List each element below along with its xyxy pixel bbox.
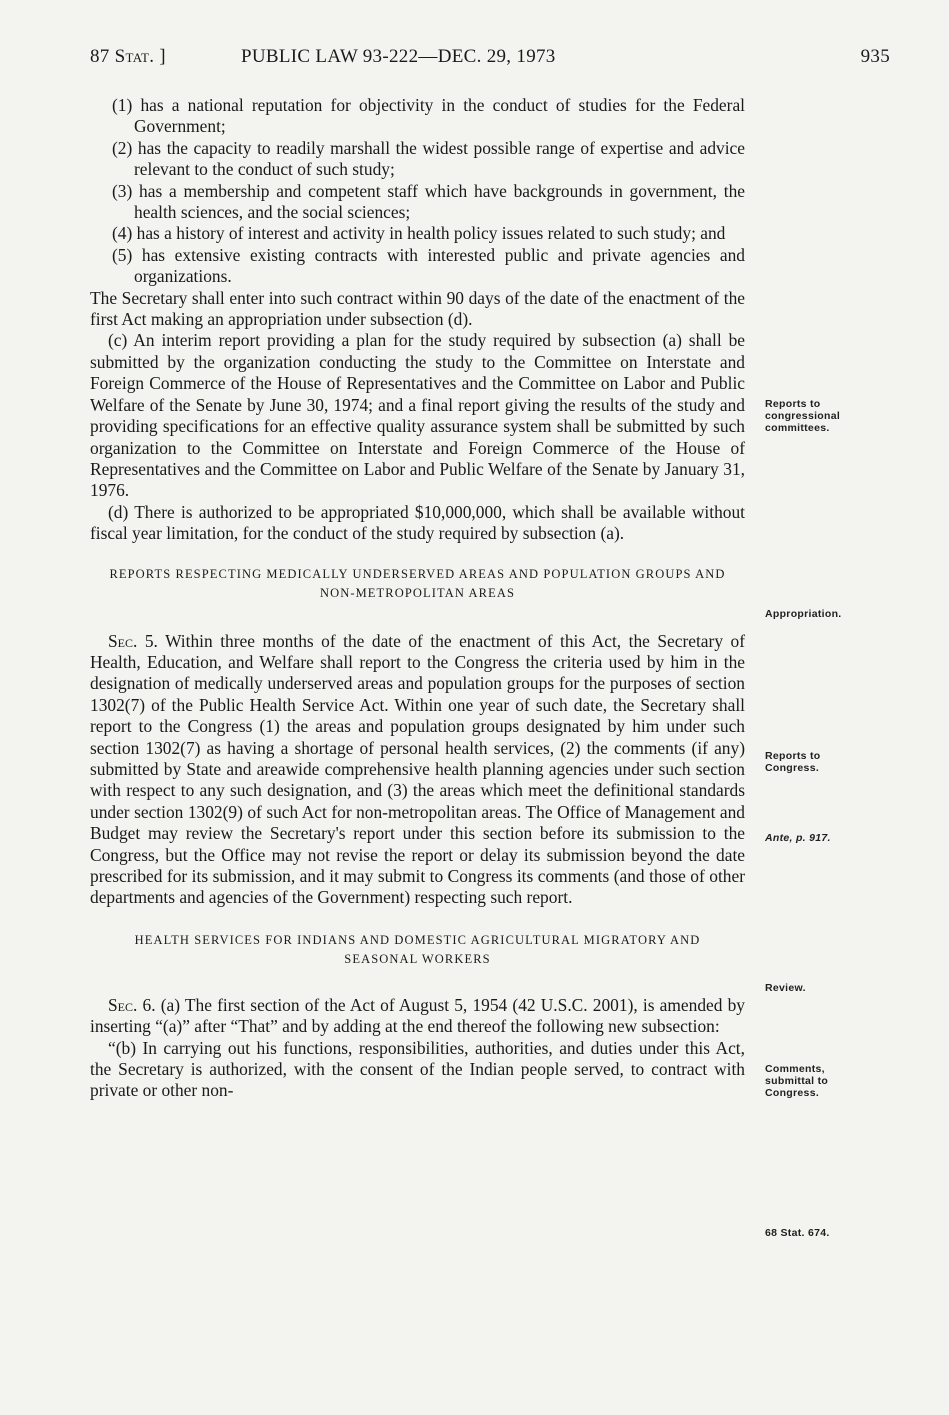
law-title: PUBLIC LAW 93-222—DEC. 29, 1973 [241, 46, 556, 67]
volume-reference: 87 Stat. ] [90, 46, 166, 67]
subsection-c: (c) An interim report providing a plan for the study required by subsection (a) shall be submitted by the organization conducting the study to the Committee on Interstate and Foreign Commerce of the House of Representatives and the Committee on Labor and Public Welfare of the Senate by June 30, 1974; and a final report giving the results of the study and providing specifications for an effective quality assurance system shall be submitted by such organization to the Committee on Interstate and Foreign Commerce of the House of Representatives and the Committee on Labor and Public Welfare of the Senate by January 31, 1976. [90, 330, 745, 501]
page-number: 935 [860, 46, 890, 67]
subsection-d: (d) There is authorized to be appropriated $10,000,000, which shall be available without fiscal year limitation, for the conduct of the study required by subsection (a). [90, 501, 745, 544]
section-6-paragraph [90, 995, 745, 1038]
section-5-text: Within three months of the date of the enactment of this Act, the Secretary of Health, Education, and Welfare shall report to the Congress the criteria used by him in the designation of medically underserved areas and population groups for the purposes of section 1302(7) of the Public Health Service Act. Within one year of such date, the Secretary shall report to the Congress (1) the areas and population groups designated by him under such section 1302(7) as having a shortage of personal health services, (2) the comments (if any) submitted by State and areawide comprehensive health planning agencies under such section with respect to any such designation, and (3) the areas which meet the definitional standards under section 1302(9) of such Act for non-metropolitan areas. The Office of Management and Budget may review the Secretary's report under this section before its submission to the Congress, but the Office may not revise the report or delay its submission beyond the date prescribed for its submission, and it may submit to Congress its comments (and those of other departments and agencies of the Government) respecting such report. [90, 630, 745, 908]
margin-note-reports-committees: Reports to congressional committees. [765, 398, 841, 434]
section-5-label: Sec. 5. [108, 630, 158, 651]
section-6-subsection-b: “(b) In carrying out his functions, responsibilities, authorities, and duties under this Act, the Secretary is authorized, with the consent of the Indian people served, to contract with private or other non- [90, 1037, 745, 1101]
criteria-item-4: (4) has a history of interest and activity in health policy issues related to such study; and [112, 223, 726, 244]
criteria-item-5: (5) has extensive existing contracts with interested public and private agencies and organizations. [112, 244, 745, 287]
section-5-paragraph [90, 631, 745, 909]
margin-note-reports-congress: Reports to Congress. [765, 750, 821, 774]
section-heading-health-services: HEALTH SERVICES FOR INDIANS AND DOMESTIC AGRICULTURAL MIGRATORY AND SEASONAL WORKERS [134, 932, 701, 966]
secretary-contract-paragraph: The Secretary shall enter into such contract within 90 days of the date of the enactment of the first Act making an appropriation under subsection (d). [90, 287, 745, 330]
section-6-label: Sec. 6. [108, 994, 156, 1015]
section-heading-reports: REPORTS RESPECTING MEDICALLY UNDERSERVED AREAS AND POPULATION GROUPS AND NON-METROPOLITAN AREAS [109, 566, 726, 600]
margin-note-stat: 68 Stat. 674. [765, 1227, 830, 1239]
criteria-item-3: (3) has a membership and competent staff which have backgrounds in government, the health sciences, and the social sciences; [112, 180, 745, 223]
main-text-column [90, 95, 745, 1102]
margin-note-review: Review. [765, 982, 806, 994]
margin-note-appropriation: Appropriation. [765, 608, 842, 620]
page-header [90, 46, 890, 74]
criteria-item-1: (1) has a national reputation for objectivity in the conduct of studies for the Federal Government; [112, 95, 745, 137]
margin-note-comments: Comments, submittal to Congress. [765, 1063, 829, 1099]
section-6-text: (a) The first section of the Act of August 5, 1954 (42 U.S.C. 2001), is amended by inserting “(a)” after “That” and by adding at the end thereof the following new subsection: [90, 994, 745, 1037]
margin-note-ante: Ante, p. 917. [765, 832, 831, 844]
criteria-item-2: (2) has the capacity to readily marshall the widest possible range of expertise and advice relevant to the conduct of such study; [112, 137, 745, 180]
